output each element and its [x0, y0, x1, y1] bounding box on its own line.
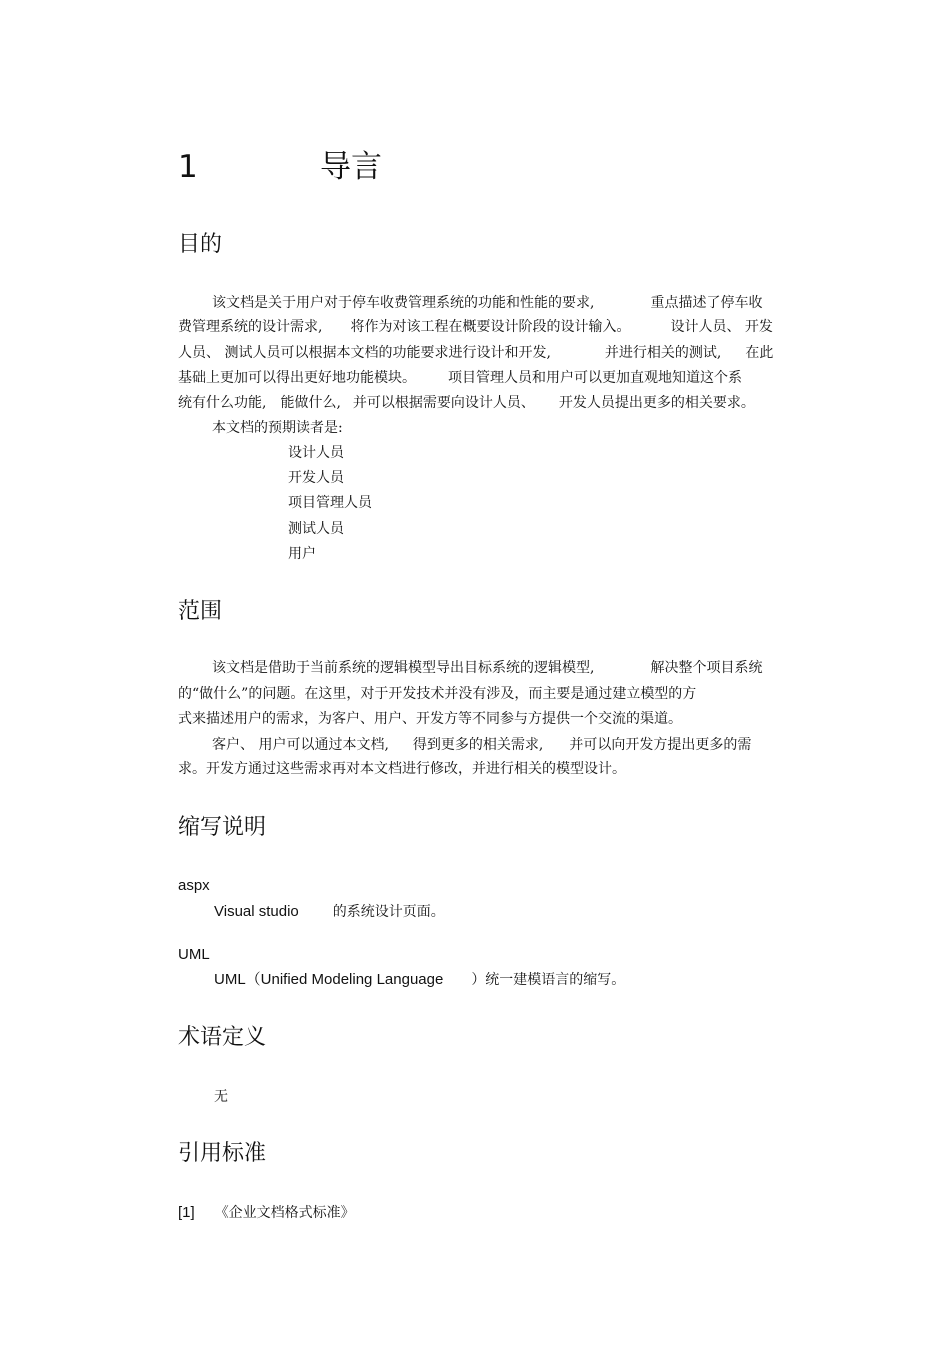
- purpose-line-3: 人员、 测试人员可以根据本文档的功能要求进行设计和开发, 并进行相关的测试, 在此: [178, 345, 774, 361]
- section-title-scope: 范围: [178, 599, 223, 624]
- reader-item: 测试人员: [288, 521, 344, 537]
- abbr-term-aspx: aspx: [178, 877, 210, 894]
- abbr-desc-uml: UML（Unified Modeling Language ）统一建模语言的缩写。: [214, 971, 626, 988]
- reader-item: 用户: [288, 546, 316, 562]
- abbr-desc-aspx: Visual studio 的系统设计页面。: [214, 903, 445, 920]
- chapter-title: 导言: [320, 149, 382, 185]
- section-title-references: 引用标准: [178, 1141, 267, 1166]
- purpose-line-2: 费管理系统的设计需求, 将作为对该工程在概要设计阶段的设计输入。 设计人员、 开发: [178, 319, 773, 335]
- scope-line-4: 客户、 用户可以通过本文档, 得到更多的相关需求, 并可以向开发方提出更多的需: [212, 737, 752, 753]
- reference-item: [178, 1203, 355, 1223]
- reference-index: [1]: [178, 1204, 195, 1221]
- readers-intro: 本文档的预期读者是:: [212, 420, 343, 436]
- purpose-line-1: 该文档是关于用户对于停车收费管理系统的功能和性能的要求, 重点描述了停车收: [212, 295, 763, 311]
- section-title-abbreviations: 缩写说明: [178, 815, 267, 840]
- scope-line-2: 的“做什么”的问题。在这里，对于开发技术并没有涉及，而主要是通过建立模型的方: [178, 686, 697, 702]
- reader-item: 设计人员: [288, 445, 344, 461]
- purpose-line-5: 统有什么功能, 能做什么, 并可以根据需要向设计人员、 开发人员提出更多的相关要求。: [178, 395, 755, 411]
- section-title-purpose: 目的: [178, 232, 223, 257]
- purpose-line-4: 基础上更加可以得出更好地功能模块。 项目管理人员和用户可以更加直观地知道这个系: [178, 370, 742, 386]
- terms-content: 无: [214, 1089, 228, 1105]
- scope-line-1: 该文档是借助于当前系统的逻辑模型导出目标系统的逻辑模型, 解决整个项目系统: [212, 660, 763, 676]
- section-title-terms: 术语定义: [178, 1025, 267, 1050]
- scope-line-5: 求。开发方通过这些需求再对本文档进行修改，并进行相关的模型设计。: [178, 761, 626, 777]
- chapter-number: 1: [178, 149, 198, 185]
- scope-line-3: 式来描述用户的需求，为客户、用户、开发方等不同参与方提供一个交流的渠道。: [178, 711, 682, 727]
- reader-item: 开发人员: [288, 470, 344, 486]
- reference-text: 《企业文档格式标准》: [214, 1205, 355, 1221]
- reader-item: 项目管理人员: [288, 495, 372, 511]
- abbr-term-uml: UML: [178, 946, 210, 963]
